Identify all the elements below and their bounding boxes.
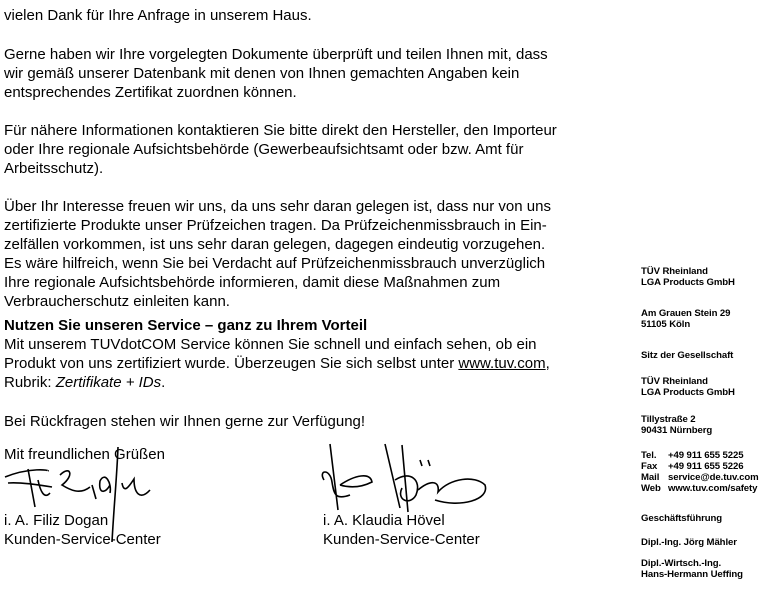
signer-name: i. A. Filiz Dogan [4,512,109,529]
contact-value[interactable]: www.tuv.com/safety [668,483,758,494]
text-line: Verbraucherschutz einleiten kann. [4,293,230,310]
text-line: LGA Products GmbH [641,387,735,398]
contact-value: +49 911 655 5226 [668,461,744,472]
text-line [4,354,550,373]
text-line: Ihre regionale Aufsichtsbehörde informieren, damit diese Maßnahmen zum [4,274,501,291]
contact-label: Web [641,483,661,494]
text-line: entsprechendes Zertifikat zuordnen können. [4,84,297,101]
contact-label: Fax [641,461,658,472]
contact-web [641,483,759,494]
signature-hoevel [310,440,510,515]
text-segment: , [545,355,550,372]
text-line: Hans-Hermann Ueffing [641,569,743,580]
text-line: Es wäre hilfreich, wenn Sie bei Verdacht auf Prüfzeichenmissbrauch unverzüglich [4,255,546,272]
text-line: zelfällen vorkommen, ist uns sehr daran gelegen, dagegen eindeutig vorzugehen. [4,236,546,253]
text-line: oder Ihre regionale Aufsichtsbehörde (Gewerbeaufsichtsamt oder bzw. Amt für [4,141,524,158]
text-line: wir gemäß unserer Datenbank mit denen von Ihnen gemachten Angaben kein [4,65,520,82]
text-segment: Produkt von uns zertifiziert wurde. Überzeugen Sie sich selbst unter [4,355,459,372]
signer-department: Kunden-Service-Center [4,531,161,548]
contact-phone [641,450,759,461]
text-line: zertifizierte Produkte unser Prüfzeichen tragen. Da Prüfzeichenmissbrauch in Ein- [4,217,547,234]
sidebar-company [641,266,735,288]
text-line: Am Grauen Stein 29 [641,308,731,319]
text-line: Geschäftsführung [641,513,723,524]
tuv-website-link[interactable]: www.tuv.com [458,355,546,372]
sidebar-seat-label [641,350,733,361]
text-line: Für nähere Informationen kontaktieren Sie bitte direkt den Hersteller, den Importeur [4,122,557,139]
text-line [4,373,550,392]
text-line: Gerne haben wir Ihre vorgelegten Dokumente überprüft und teilen Ihnen mit, dass [4,46,548,63]
paragraph-questions [4,412,365,431]
text-line: Bei Rückfragen stehen wir Ihnen gerne zur Verfügung! [4,413,366,430]
closing-text: Mit freundlichen Grüßen [4,446,165,463]
sidebar-address [641,308,730,330]
text-segment: Rubrik: [4,374,56,391]
text-line: Sitz der Gesellschaft [641,350,734,361]
text-segment: . [161,374,166,391]
text-line: Dipl.-Ing. Jörg Mähler [641,537,737,548]
contact-value[interactable]: service@de.tuv.com [668,472,759,483]
service-heading: Nutzen Sie unseren Service – ganz zu Ihrem Vorteil [4,317,368,334]
sidebar-manager-2 [641,558,743,580]
contact-fax [641,461,759,472]
text-line: TÜV Rheinland [641,266,708,277]
text-line: 90431 Nürnberg [641,425,713,436]
paragraph-service [4,316,550,392]
text-line: Tillystraße 2 [641,414,696,425]
text-line: Über Ihr Interesse freuen wir uns, da uns sehr daran gelegen ist, dass nur von uns [4,198,551,215]
text-line: LGA Products GmbH [641,277,735,288]
contact-value: +49 911 655 5225 [668,450,744,461]
contact-label: Mail [641,472,660,483]
text-line: Mit unserem TUVdotCOM Service können Sie schnell und einfach sehen, ob ein [4,336,537,353]
paragraph-interest [4,197,551,311]
signer-dogan [4,511,161,549]
text-line: 51105 Köln [641,319,691,330]
text-line: Dipl.-Wirtsch.-Ing. [641,558,722,569]
sidebar-seat-address [641,414,712,436]
paragraph-thanks [4,6,312,25]
paragraph-result [4,45,548,102]
contact-label: Tel. [641,450,657,461]
rubrik-name: Zertifikate + IDs [55,374,162,391]
sidebar-management-label [641,513,722,524]
sidebar-seat-company [641,376,735,398]
paragraph-info [4,121,557,178]
signer-name: i. A. Klaudia Hövel [323,512,445,529]
text-line: Arbeitsschutz). [4,160,104,177]
signer-hoevel [323,511,480,549]
sidebar-contacts [641,450,759,494]
text-line: TÜV Rheinland [641,376,708,387]
sidebar-manager-1 [641,537,737,548]
signer-department: Kunden-Service-Center [323,531,480,548]
text-line: vielen Dank für Ihre Anfrage in unserem Haus. [4,7,312,24]
contact-mail [641,472,759,483]
